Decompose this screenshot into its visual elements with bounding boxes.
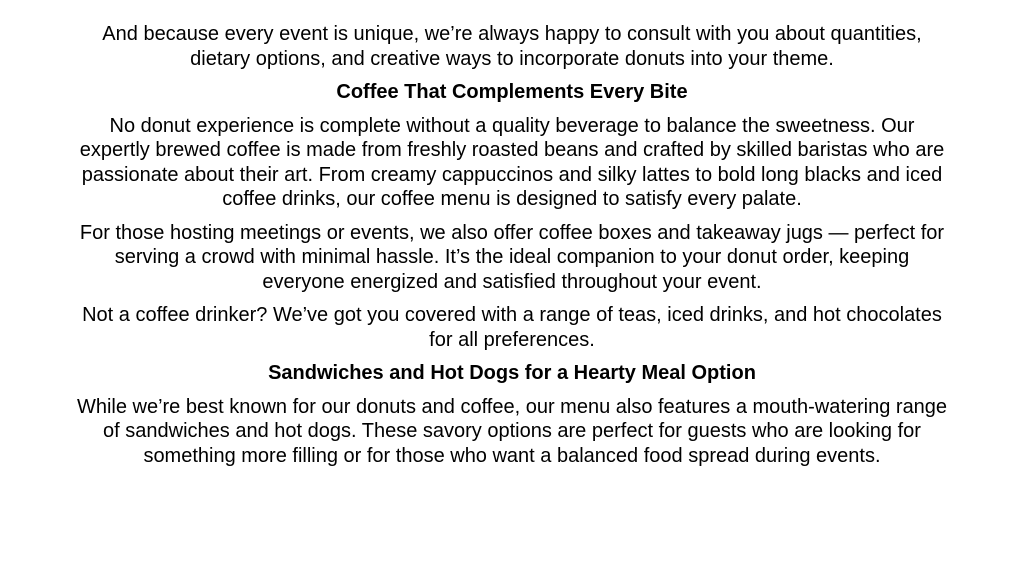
coffee-heading: Coffee That Complements Every Bite — [336, 81, 688, 103]
slide-content — [72, 22, 952, 477]
event-consult-paragraph: And because every event is unique, we’re always happy to consult with you about quantities, dietary options, and creative ways to incorporate donuts into your theme. — [102, 23, 922, 70]
sandwiches-heading: Sandwiches and Hot Dogs for a Hearty Meal Option — [268, 362, 756, 384]
sandwiches-paragraph: While we’re best known for our donuts and coffee, our menu also features a mouth-watering range of sandwiches and hot dogs. These savory options are perfect for guests who are looking for something more filling or for those who want a balanced food spread during events. — [76, 395, 948, 467]
coffee-description-paragraph: No donut experience is complete without a quality beverage to balance the sweetness. Our expertly brewed coffee is made from freshly roasted beans and crafted by skilled baristas who are passionate about their art. From creamy cappuccinos and silky lattes to bold long blacks and iced coffee drinks, our coffee menu is designed to satisfy every palate. — [79, 114, 945, 210]
non-coffee-paragraph: Not a coffee drinker? We’ve got you covered with a range of teas, iced drinks, and hot chocolates for all preferences. — [82, 304, 942, 351]
coffee-events-paragraph: For those hosting meetings or events, we also offer coffee boxes and takeaway jugs — perfect for serving a crowd with minimal hassle. It’s the ideal companion to your donut order, keeping everyone energized and satisfied throughout your event. — [79, 221, 945, 293]
